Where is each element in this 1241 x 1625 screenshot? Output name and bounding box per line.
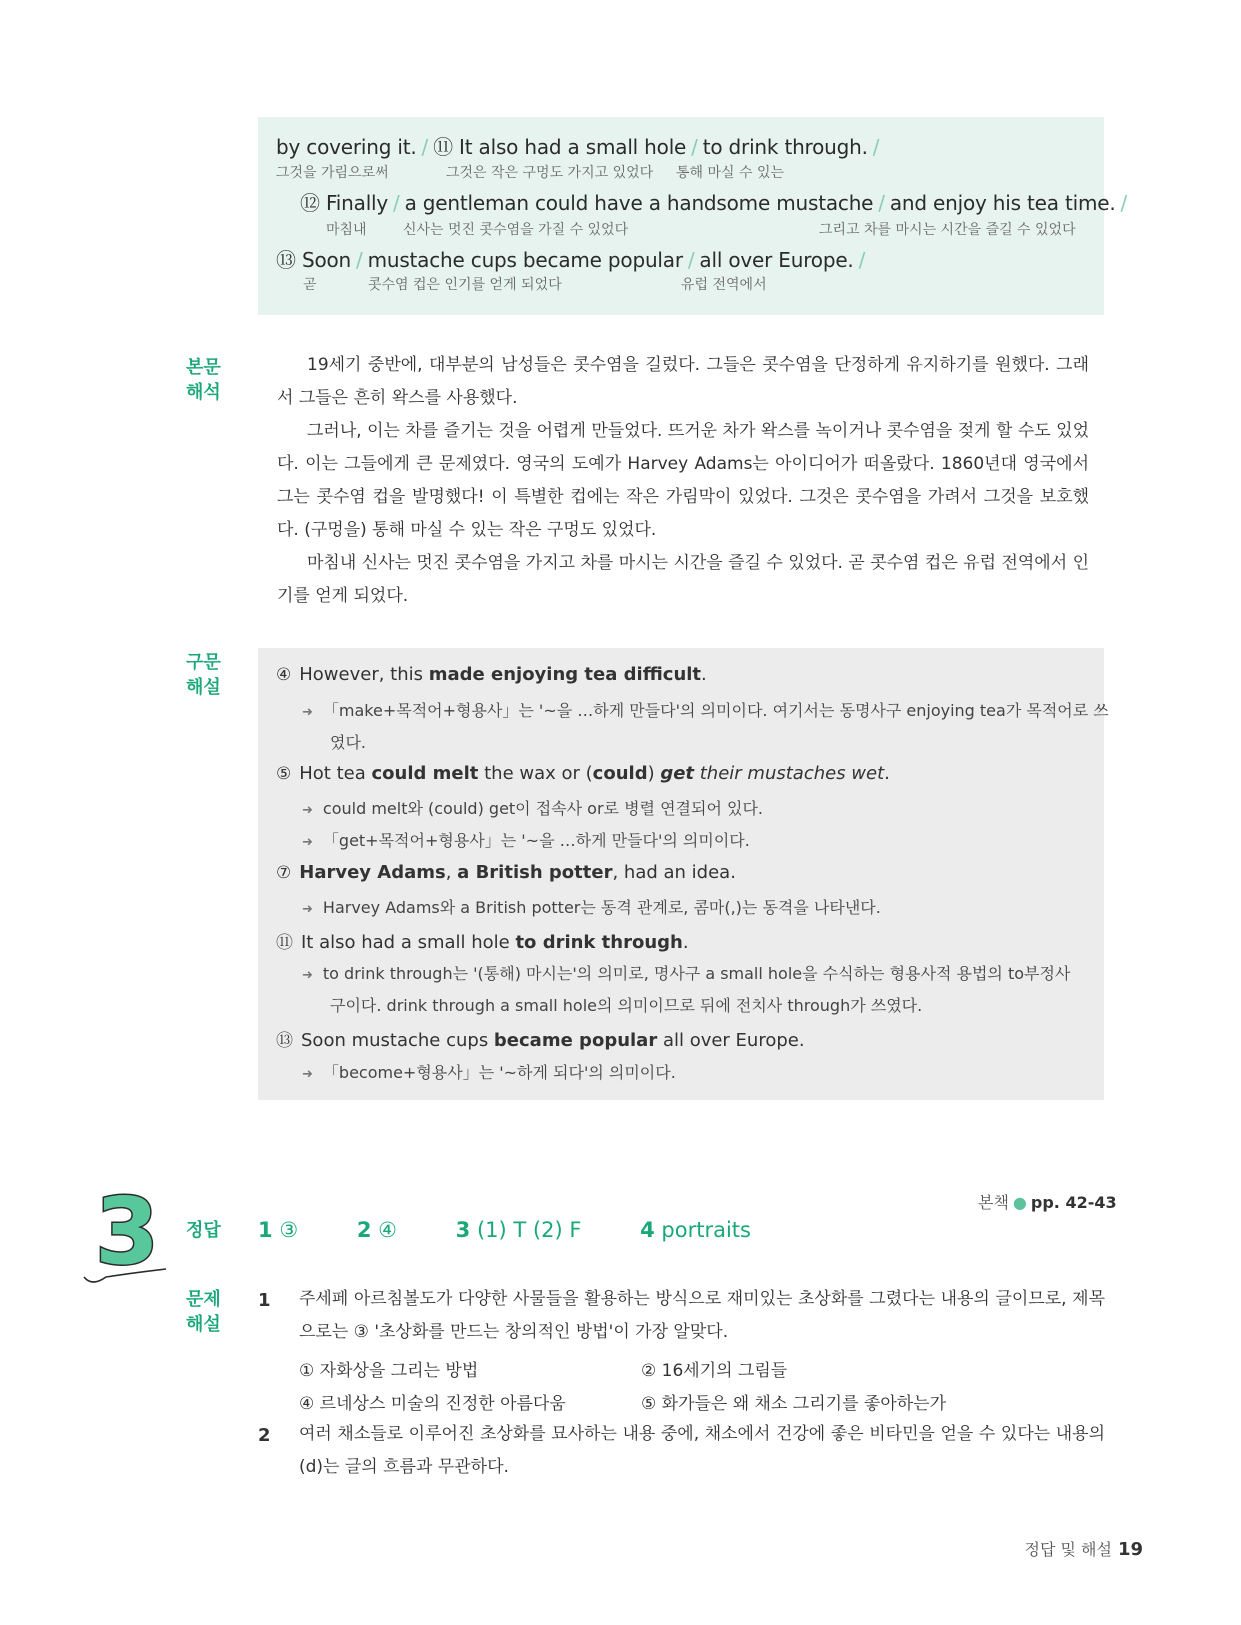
page-number: 19 xyxy=(1117,1539,1143,1560)
section-underline-swoosh xyxy=(82,1265,168,1287)
arrow-icon: ➜ xyxy=(302,902,313,917)
page-footer: 정답 및 해설 19 xyxy=(1024,1539,1143,1560)
chunk-gloss-1b: 그것은 작은 구멍도 가지고 있었다 xyxy=(446,165,654,181)
answer-1: 1 ③ xyxy=(258,1218,299,1242)
arrow-icon: ➜ xyxy=(302,705,313,720)
chunk-gloss-1c: 통해 마실 수 있는 xyxy=(676,165,785,181)
grammar-item-11: ⑪ It also had a small hole to drink through. xyxy=(276,932,689,953)
chunk-line-1: by covering it. / ⑪ It also had a small hole / to drink through. / xyxy=(276,135,880,159)
chunk-reading-box xyxy=(258,117,1128,315)
answer-list xyxy=(258,1218,803,1242)
arrow-icon: ➜ xyxy=(302,803,313,818)
translation-text xyxy=(277,349,1089,613)
translation-paragraph-2: 그러나, 이는 차를 즐기는 것을 어렵게 만들었다. 뜨거운 차가 왁스를 녹이거나 콧수염을 젖게 할 수도 있었다. 이는 그들에게 큰 문제였다. 영국의 도예가 Harvey Adams는 아이디어가 떠올랐다. 1860년대 영국에서 그는 콧수염 컵을 발명했다! 이 특별한 컵에는 작은 가림막이 있었다. 그것은 콧수염을 가려서 그것을 보호했다. (구멍을) 통해 마실 수 있는 작은 구멍도 있었다. xyxy=(277,421,1089,540)
chunk-gloss-2a: 마침내 xyxy=(326,222,367,238)
question-2-number: 2 xyxy=(258,1425,271,1446)
section-number-badge xyxy=(95,1185,165,1275)
chunk-gloss-1a: 그것을 가림으로써 xyxy=(276,165,389,181)
grammar-note-4a: ➜ 「make+목적어+형용사」는 '~을 …하게 만들다'의 의미이다. 여기서는 동명사구 enjoying tea가 목적어로 쓰 xyxy=(302,701,1109,720)
grammar-item-7: ⑦ Harvey Adams, a British potter, had an idea. xyxy=(276,862,736,883)
question-1-explanation: 주세페 아르침볼도가 다양한 사물들을 활용하는 방식으로 재미있는 초상화를 그렸다는 내용의 글이므로, 제목으로는 ③ '초상화를 만드는 창의적인 방법'이 가장 알맞다. xyxy=(299,1289,1105,1342)
chunk-line-3: ⑬ Soon / mustache cups became popular / all over Europe. / xyxy=(276,248,866,272)
translation-paragraph-3: 마침내 신사는 멋진 콧수염을 가지고 차를 마시는 시간을 즐길 수 있었다. 곧 콧수염 컵은 유럽 전역에서 인기를 얻게 되었다. xyxy=(277,553,1089,606)
answer-4: 4 portraits xyxy=(640,1218,751,1242)
chunk-gloss-2c: 그리고 차를 마시는 시간을 즐길 수 있었다 xyxy=(819,222,1076,238)
question-2-explanation: 여러 채소들로 이루어진 초상화를 묘사하는 내용 중에, 채소에서 건강에 좋은 비타민을 얻을 수 있다는 내용의 (d)는 글의 흐름과 무관하다. xyxy=(299,1424,1105,1477)
grammar-label: 구문 해설 xyxy=(186,652,221,698)
grammar-note-4b: 였다. xyxy=(330,733,366,752)
explanation-label: 문제 해설 xyxy=(186,1289,221,1335)
grammar-item-4: ④ However, this made enjoying tea difficult. xyxy=(276,664,707,685)
chunk-gloss-3c: 유럽 전역에서 xyxy=(681,277,767,293)
q1-option-2: ② 16세기의 그림들 xyxy=(641,1361,788,1381)
grammar-note-7a: ➜ Harvey Adams와 a British potter는 동격 관계로, 콤마(,)는 동격을 나타낸다. xyxy=(302,898,881,917)
grammar-box xyxy=(258,648,1109,1100)
q1-option-1: ① 자화상을 그리는 방법 xyxy=(299,1361,479,1381)
grammar-item-5: ⑤ Hot tea could melt the wax or (could) get their mustaches wet. xyxy=(276,763,890,784)
q1-option-5: ⑤ 화가들은 왜 채소 그리기를 좋아하는가 xyxy=(641,1394,947,1414)
chunk-gloss-3b: 콧수염 컵은 인기를 얻게 되었다 xyxy=(368,277,562,293)
chunk-gloss-3a: 곧 xyxy=(303,277,317,293)
grammar-note-11b: 구이다. drink through a small hole의 의미이므로 뒤에 전치사 through가 쓰였다. xyxy=(330,996,923,1015)
arrow-icon: ➜ xyxy=(302,835,313,850)
answer-label: 정답 xyxy=(186,1220,221,1241)
answer-2: 2 ④ xyxy=(356,1218,397,1242)
grammar-note-5a: ➜ could melt와 (could) get이 접속사 or로 병렬 연결되어 있다. xyxy=(302,799,763,818)
q1-option-4: ④ 르네상스 미술의 진정한 아름다움 xyxy=(299,1394,566,1414)
arrow-icon: ➜ xyxy=(302,968,313,983)
question-1-number: 1 xyxy=(258,1290,271,1311)
grammar-note-11a: ➜ to drink through는 '(통해) 마시는'의 의미로, 명사구 a small hole을 수식하는 형용사적 용법의 to부정사 xyxy=(302,964,1071,983)
chunk-line-2: ⑫ Finally / a gentleman could have a handsome mustache / and enjoy his tea time. / xyxy=(300,191,1128,215)
answer-3: 3 (1) T (2) F xyxy=(455,1218,582,1242)
grammar-note-5b: ➜ 「get+목적어+형용사」는 '~을 …하게 만들다'의 의미이다. xyxy=(302,831,750,850)
translation-paragraph-1: 19세기 중반에, 대부분의 남성들은 콧수염을 길렀다. 그들은 콧수염을 단정하게 유지하기를 원했다. 그래서 그들은 흔히 왁스를 사용했다. xyxy=(277,355,1089,408)
grammar-note-13a: ➜ 「become+형용사」는 '~하게 되다'의 의미이다. xyxy=(302,1063,676,1082)
page-reference: 본책 ● pp. 42-43 xyxy=(978,1193,1117,1212)
translation-label: 본문 해석 xyxy=(186,357,221,403)
grammar-item-13: ⑬ Soon mustache cups became popular all over Europe. xyxy=(276,1030,805,1051)
section-number: 3 xyxy=(95,1185,160,1275)
arrow-icon: ➜ xyxy=(302,1067,313,1082)
chunk-gloss-2b: 신사는 멋진 콧수염을 가질 수 있었다 xyxy=(403,222,629,238)
